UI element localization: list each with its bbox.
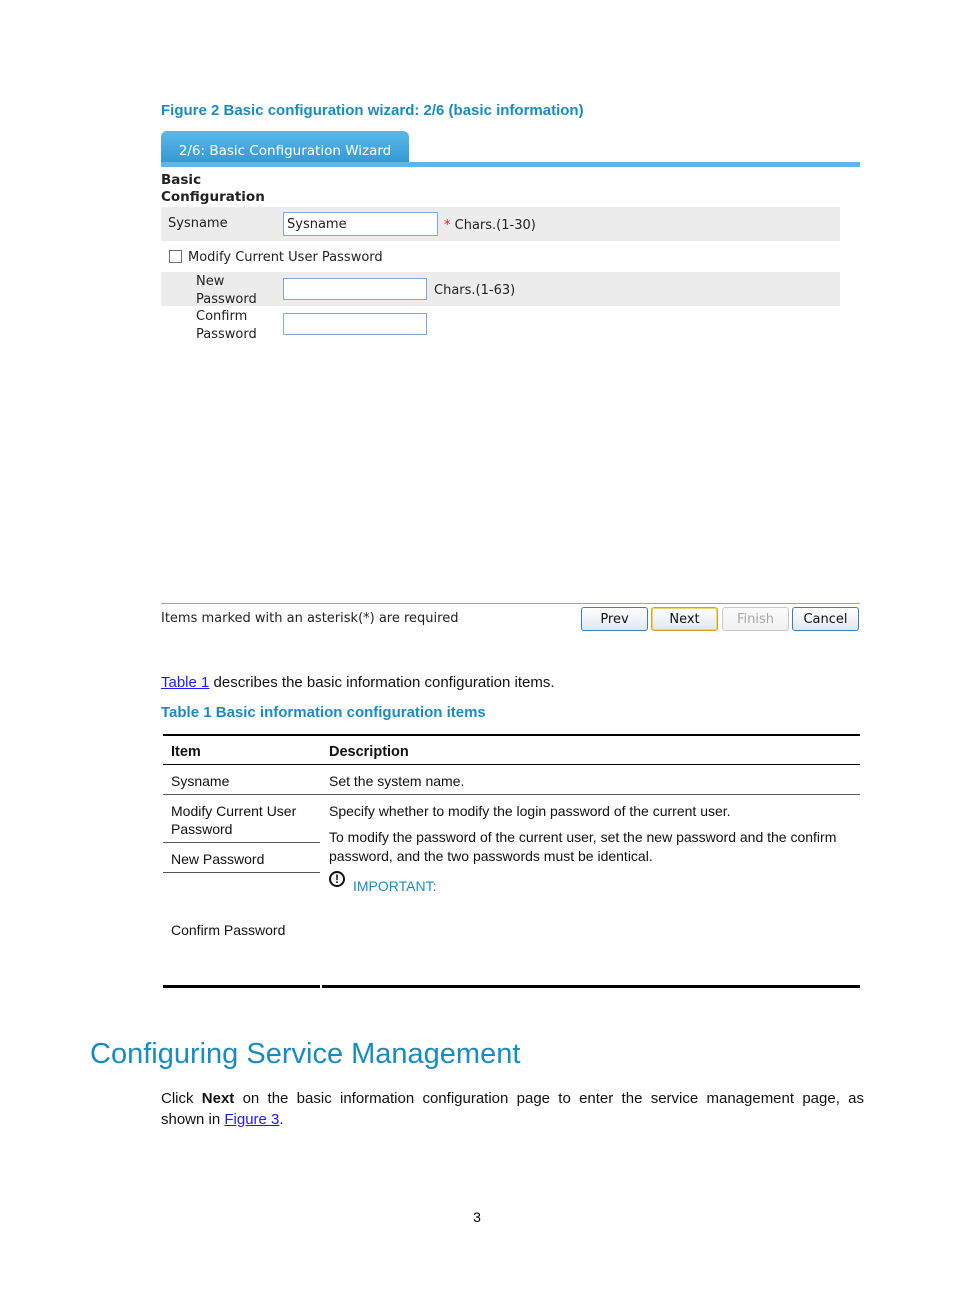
table-cell-item-line1: Modify Current User <box>171 803 297 819</box>
confirm-password-label-line2: Password <box>196 327 257 342</box>
table-cell-item <box>171 802 296 838</box>
table-cell-item: New Password <box>171 851 265 867</box>
confirm-password-input[interactable] <box>283 313 427 335</box>
table-cell-description: Set the system name. <box>329 773 465 789</box>
figure-3-link[interactable]: Figure 3 <box>224 1111 280 1128</box>
table-top-rule <box>163 734 860 736</box>
table-bottom-rule <box>322 985 860 988</box>
new-password-label <box>196 273 257 309</box>
table-row-rule <box>163 872 320 873</box>
intro-paragraph <box>161 674 555 691</box>
new-password-label-line2: Password <box>196 292 257 307</box>
table-1-link[interactable]: Table 1 <box>161 674 210 691</box>
section-title-line2: Configuration <box>161 189 265 205</box>
table-header-item: Item <box>171 744 201 760</box>
section-paragraph <box>161 1088 864 1130</box>
prev-button[interactable]: Prev <box>581 607 648 631</box>
confirm-password-label-line1: Confirm <box>196 309 248 324</box>
table-cell-description-line1: To modify the password of the current user, set the new password and the confirm <box>329 829 837 845</box>
new-password-input[interactable] <box>283 278 427 300</box>
required-note: Items marked with an asterisk(*) are required <box>161 611 459 626</box>
sysname-hint-text: Chars.(1-30) <box>454 218 536 233</box>
table-cell-item: Confirm Password <box>171 922 286 938</box>
password-hint: Chars.(1-63) <box>434 283 516 298</box>
important-label: IMPORTANT: <box>353 878 437 894</box>
next-button[interactable]: Next <box>651 607 718 631</box>
table-row-rule <box>163 842 320 843</box>
table-cell-description: Specify whether to modify the login password of the current user. <box>329 803 731 819</box>
table-cell-description-line2: password, and the two passwords must be identical. <box>329 848 653 864</box>
table-cell-item: Sysname <box>171 773 230 789</box>
section-title <box>161 172 265 206</box>
important-icon: ! <box>329 871 345 887</box>
cancel-button[interactable]: Cancel <box>792 607 859 631</box>
sysname-label: Sysname <box>168 216 228 231</box>
section-paragraph-line2: shown in Figure 3. <box>161 1111 284 1128</box>
table-cell-description <box>329 828 836 866</box>
wizard-footer-divider <box>161 603 860 604</box>
page-number: 3 <box>473 1209 481 1225</box>
section-heading: Configuring Service Management <box>90 1038 521 1070</box>
table-cell-item-line2: Password <box>171 821 233 837</box>
modify-password-checkbox[interactable] <box>169 250 182 263</box>
new-password-label-line1: New <box>196 274 225 289</box>
table-row-rule <box>163 794 860 795</box>
finish-button[interactable]: Finish <box>722 607 789 631</box>
confirm-password-label <box>196 308 257 344</box>
modify-password-label: Modify Current User Password <box>188 250 383 265</box>
table-bottom-rule <box>163 985 320 988</box>
sysname-hint <box>444 218 536 233</box>
figure-caption: Figure 2 Basic configuration wizard: 2/6 (basic information) <box>161 102 584 119</box>
required-asterisk: * <box>444 218 451 233</box>
table-header-description: Description <box>329 744 409 760</box>
tab-basic-configuration-wizard[interactable]: 2/6: Basic Configuration Wizard <box>161 131 409 167</box>
intro-text: describes the basic information configuration items. <box>209 674 555 691</box>
section-paragraph-line1: Click Next on the basic information configuration page to enter the service management page, as <box>161 1090 864 1107</box>
table-header-rule <box>163 764 860 765</box>
table-caption: Table 1 Basic information configuration items <box>161 704 486 721</box>
tab-underline <box>161 162 860 167</box>
section-title-line1: Basic <box>161 172 202 188</box>
sysname-input[interactable] <box>283 212 438 236</box>
